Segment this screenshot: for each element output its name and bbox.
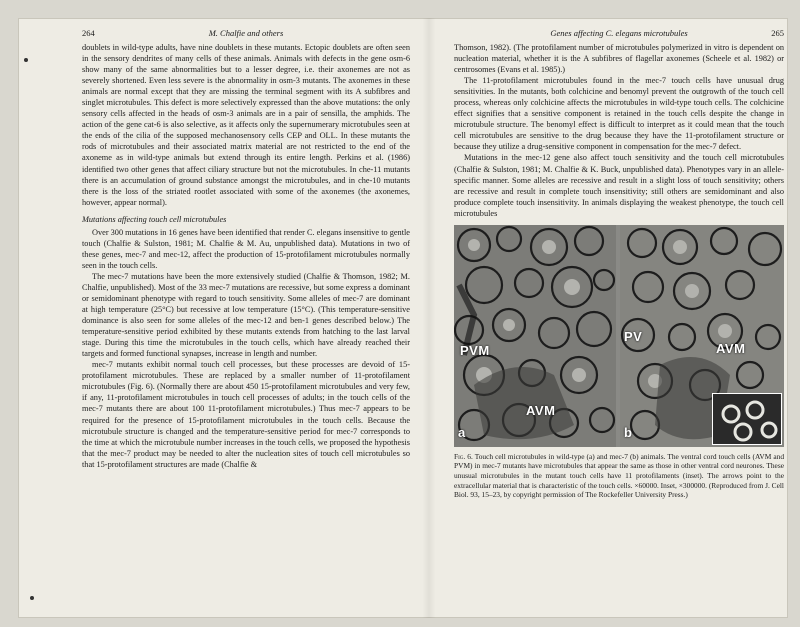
right-page [454, 28, 784, 500]
book-spread [18, 18, 788, 618]
paragraph: The 11-protofilament microtubules found in the mec-7 touch cells have unusual drug sensitivities. In the mutants, both colchicine and benomyl prevent the outgrowth of the touch cell process, whereas only colchicine affects the microtubules in wild-type touch cells. The colchicine effect signifies that a sensitive component is retained in the touch cells despite the change in microtubule structure. The benomyl effect is difficult to interpret as it could mean that the touch cell microtubules are sensitive to the drug because they have the 11-protofilament structure or because they utilize a drug-sensitive component in compensation for the mec-7 defect. [454, 76, 784, 152]
scan-speck [24, 58, 28, 62]
avm-label: AVM [716, 340, 746, 356]
figure-caption [454, 452, 784, 500]
running-head-text: Genes affecting C. elegans microtubules [550, 28, 688, 38]
page-number: 265 [771, 28, 784, 38]
page-gutter [422, 18, 436, 618]
micrograph-panel-a [454, 225, 616, 447]
pvm-label: PV [624, 328, 643, 344]
left-running-head [82, 28, 410, 42]
caption-text: Touch cell microtubules in wild-type (a) and mec-7 (b) animals. The ventral cord touch cells (AVM and PVM) in mec-7 mutants have microtubules that appear the same as those in other ventral cord neurones. These unusual microtubules in the mutant touch cells have 11 protofilaments (inset). The arrows point to the extracellular material that is characteristic of the touch cells. ×60000. Inset, ×300000. (Reproduced from J. Cell Biol. 93, 15–23, by copyright permission of The Rockefeller University Press.) [454, 451, 785, 500]
figure-label: Fig. 6. [454, 451, 473, 461]
paragraph: Mutations in the mec-12 gene also affect touch sensitivity and the touch cell microtubules (Chalfie & Sulston, 1981; M. Chalfie & K. Buck, unpublished data). Phenotypes vary in an allele-specific manner. Some alleles are recessive and result in a slight loss of touch sensitivity; others are recessive and result in complete touch insensitivity; still others are semidominant and also produce complete touch insensitivity. In animals displaying the weakest phenotype, the touch cell microtubules [454, 153, 784, 218]
micrograph-figure [454, 225, 784, 447]
paragraph: doublets in wild-type adults, have nine doublets in these mutants. Ectopic doublets are often seen in the sensory dendrites of many cells of these animals. Animals with defects in the gene osm-6 show many of the same abnormalities but to a lesser degree, i.e. their axonemes are not as severely shortened. Even less severe is the abnormality in osm-3 mutants. The axonemes in these animals are normal except that they are missing the terminal segment with its A subfibres and singlet microtubules. This defect is more selectively expressed than the above mutations: the only sensory cells affected in the heads of osm-3 animals are in a pair of sensilla, the amphids. The action of the gene cat-6 is also selective, as it affects only the supernumerary microtubules seen at the ends of the cilia of the supposed mechanosensory cells CEP and OLL. In these mutants the rods of microtubules and their associated matrix material are not restricted to the end of the axoneme as in wild-type animals but extend through its entire length. Perkins et al. (1986) identified two other genes that affect ciliary structure but not the microtubules. In che-11 mutants there is an accumulation of ground substance amongst the microtubules, and in che-10 mutants there is the loss of the striated rootlet associated with some of the axonemes (the axonemes, however, appear normal). [82, 43, 410, 207]
page-number: 264 [82, 28, 95, 38]
paragraph: The mec-7 mutations have been the more extensively studied (Chalfie & Thomson, 1982; M. Chalfie, unpublished). Most of the 33 mec-7 mutations are recessive, but some express a dominant or semidominant phenotype with regard to touch sensitivity. Some alleles of mec-7 are dominant at high temperature (25°C) but recessive at low temperature (15°C). (This temperature-sensitive dominance is also seen for some alleles of the mec-12 and ben-1 genes described below.) The temperature-sensitive period exhibited by these mutants extends from hatching to the last larval stage. During this time the microtubules in the touch cells, which have already reached their targets and formed functional synapses, increase in length and number. [82, 271, 410, 359]
left-page [82, 28, 410, 470]
micrograph-panel-b [620, 225, 784, 447]
section-heading: Mutations affecting touch cell microtubules [82, 214, 227, 224]
scan-speck [30, 596, 34, 600]
running-head-text: M. Chalfie and others [208, 28, 284, 38]
micrograph-inset [712, 393, 782, 445]
pvm-label: PVM [460, 342, 490, 358]
paragraph: mec-7 mutants exhibit normal touch cell processes, but these processes are devoid of 15-protofilament microtubules. These are replaced by a smaller number of 11-protofilament microtubules (Fig. 6). (Normally there are about 450 15-protofilament microtubules and very few, if any, 11-protofilament microtubules in touch cell processes of adults; in the touch cells of the mec-7 mutants there are about 100 11-protofilament microtubules.) Thus mec-7 appears to be required for the presence of 15-protofilament microtubules in the touch cells. Because the microtubule structure is changed and the temperature-sensitive period for mec-7 corresponds to the time at which the microtubule number increases in the touch cells, we proposed the hypothesis that the mec-7 product may be needed to alter the nucleation sites of touch cell microtubules so that 15-protofilament structures are made (Chalfie & [82, 360, 410, 469]
right-running-head [454, 28, 784, 42]
paragraph: Thomson, 1982). (The protofilament number of microtubules polymerized in vitro is dependent on nucleation material, whether it is the A subfibres of flagellar axonemes (Scheele et al. 1982) or centrosomes (Evans et al. 1985).) [454, 43, 784, 75]
inset-image [713, 394, 781, 444]
paragraph: Over 300 mutations in 16 genes have been identified that render C. elegans insensitive to gentle touch (Chalfie & Sulston, 1981; M. Chalfie & M. Au, unpublished data). Mutations in two of these genes, mec-7 and mec-12, affect the production of 15-protofilament microtubules normally seen in the touch cells. [82, 227, 410, 270]
avm-label: AVM [526, 402, 556, 418]
panel-a-label: a [458, 424, 466, 440]
panel-b-label: b [624, 424, 633, 440]
